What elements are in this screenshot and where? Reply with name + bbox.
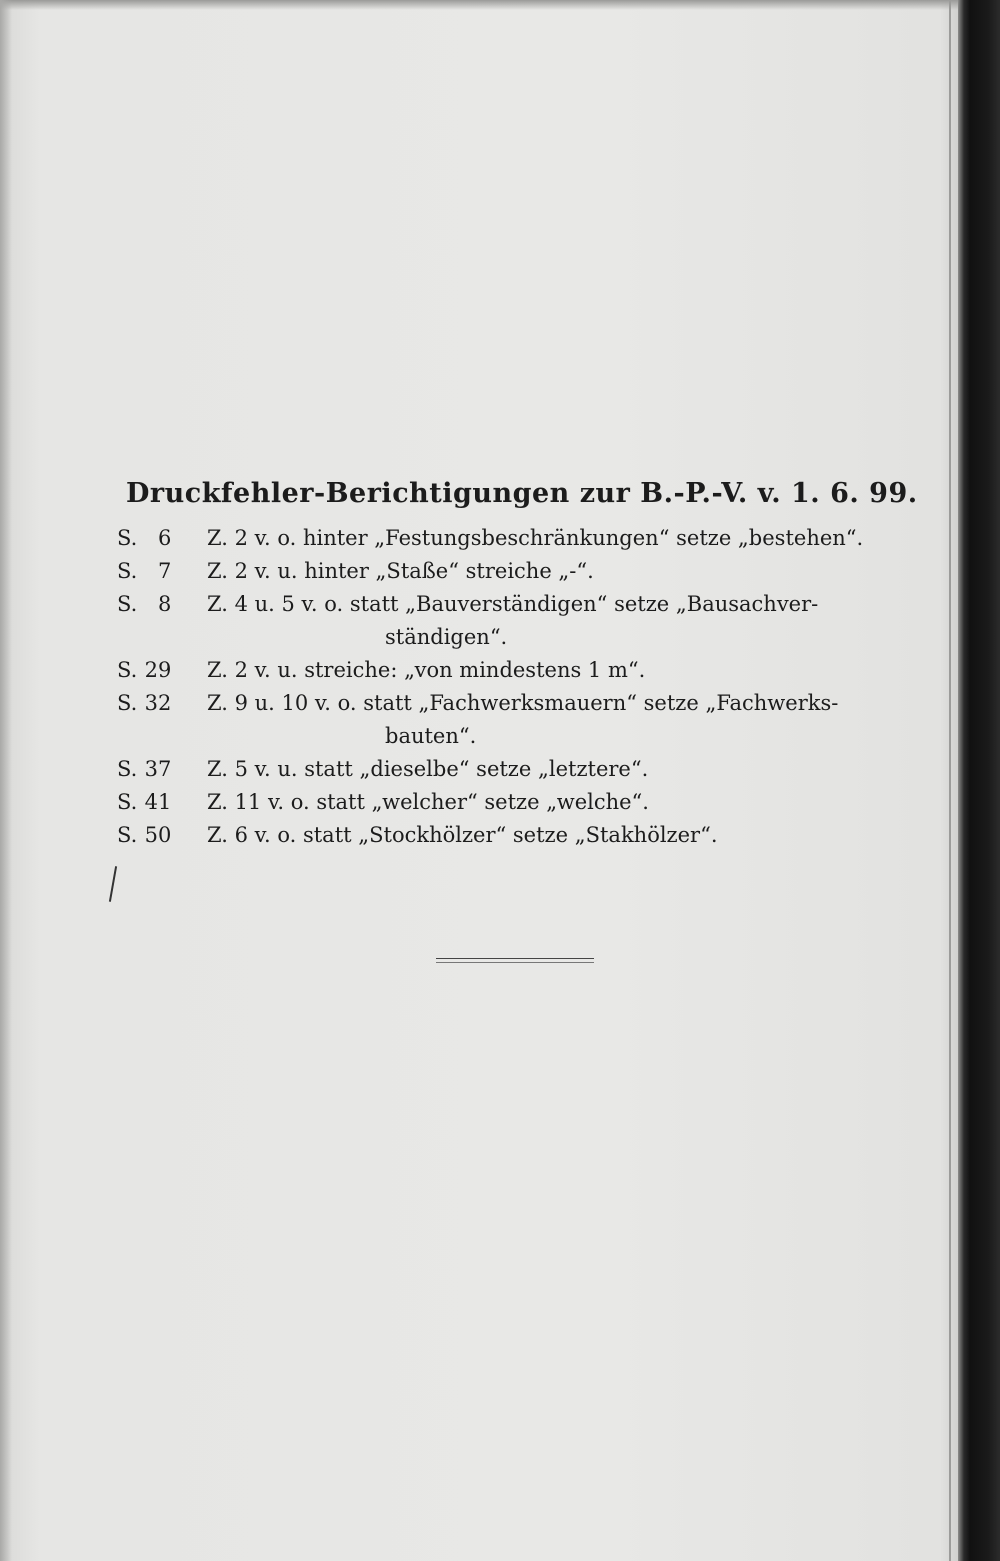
page-label: S. [117, 823, 138, 847]
binding-line [949, 0, 951, 1561]
correction-text [207, 522, 917, 555]
page-label: S. [117, 658, 138, 682]
page-label: S. [117, 526, 138, 550]
correction-line: Z. 5 v. u. statt „dieselbe“ setze „letztere“. [207, 757, 649, 781]
correction-text [207, 753, 917, 786]
errata-entry [117, 555, 917, 588]
page-label: S. [117, 757, 138, 781]
page-reference [117, 588, 207, 654]
page-left-shadow [0, 0, 12, 1561]
correction-text [207, 555, 917, 588]
correction-continuation: bauten“. [385, 724, 477, 748]
correction-text [207, 819, 917, 852]
errata-title: Druckfehler-Berichtigungen zur B.-P.-V. v. 1. 6. 99. [126, 478, 918, 509]
correction-continuation: ständigen“. [385, 625, 508, 649]
errata-section [117, 474, 917, 852]
page-number: 32 [144, 691, 172, 715]
errata-entry [117, 753, 917, 786]
page-label: S. [117, 592, 138, 616]
correction-text [207, 654, 917, 687]
pen-mark [109, 866, 117, 902]
errata-entry [117, 522, 917, 555]
page-reference [117, 555, 207, 588]
errata-entry [117, 654, 917, 687]
book-binding-edge [958, 0, 1000, 1561]
page-number: 7 [157, 559, 172, 583]
correction-line: Z. 2 v. o. hinter „Festungsbeschränkungen“ setze „bestehen“. [207, 526, 864, 550]
page-number: 29 [144, 658, 172, 682]
page-number: 6 [157, 526, 172, 550]
page-label: S. [117, 691, 138, 715]
correction-text [207, 786, 917, 819]
page-label: S. [117, 790, 138, 814]
page-reference [117, 522, 207, 555]
correction-text [207, 687, 917, 753]
page-number: 50 [144, 823, 172, 847]
page-reference [117, 753, 207, 786]
page-number: 41 [144, 790, 172, 814]
page-reference [117, 786, 207, 819]
correction-line: Z. 2 v. u. streiche: „von mindestens 1 m“. [207, 658, 646, 682]
page-number: 37 [144, 757, 172, 781]
errata-list [117, 522, 917, 852]
closing-rule [436, 958, 594, 963]
page-top-shadow [0, 0, 1000, 10]
correction-line: Z. 11 v. o. statt „welcher“ setze „welche“. [207, 790, 649, 814]
correction-line: Z. 9 u. 10 v. o. statt „Fachwerksmauern“ setze „Fachwerks- [207, 691, 839, 715]
page-reference [117, 819, 207, 852]
correction-line: Z. 6 v. o. statt „Stockhölzer“ setze „Stakhölzer“. [207, 823, 718, 847]
page-label: S. [117, 559, 138, 583]
errata-entry [117, 786, 917, 819]
errata-entry [117, 819, 917, 852]
correction-text [207, 588, 917, 654]
errata-entry [117, 588, 917, 654]
page-reference [117, 654, 207, 687]
page-number: 8 [157, 592, 172, 616]
correction-line: Z. 2 v. u. hinter „Staße“ streiche „-“. [207, 559, 594, 583]
page-reference [117, 687, 207, 753]
correction-line: Z. 4 u. 5 v. o. statt „Bauverständigen“ setze „Bausachver- [207, 592, 819, 616]
errata-entry [117, 687, 917, 753]
